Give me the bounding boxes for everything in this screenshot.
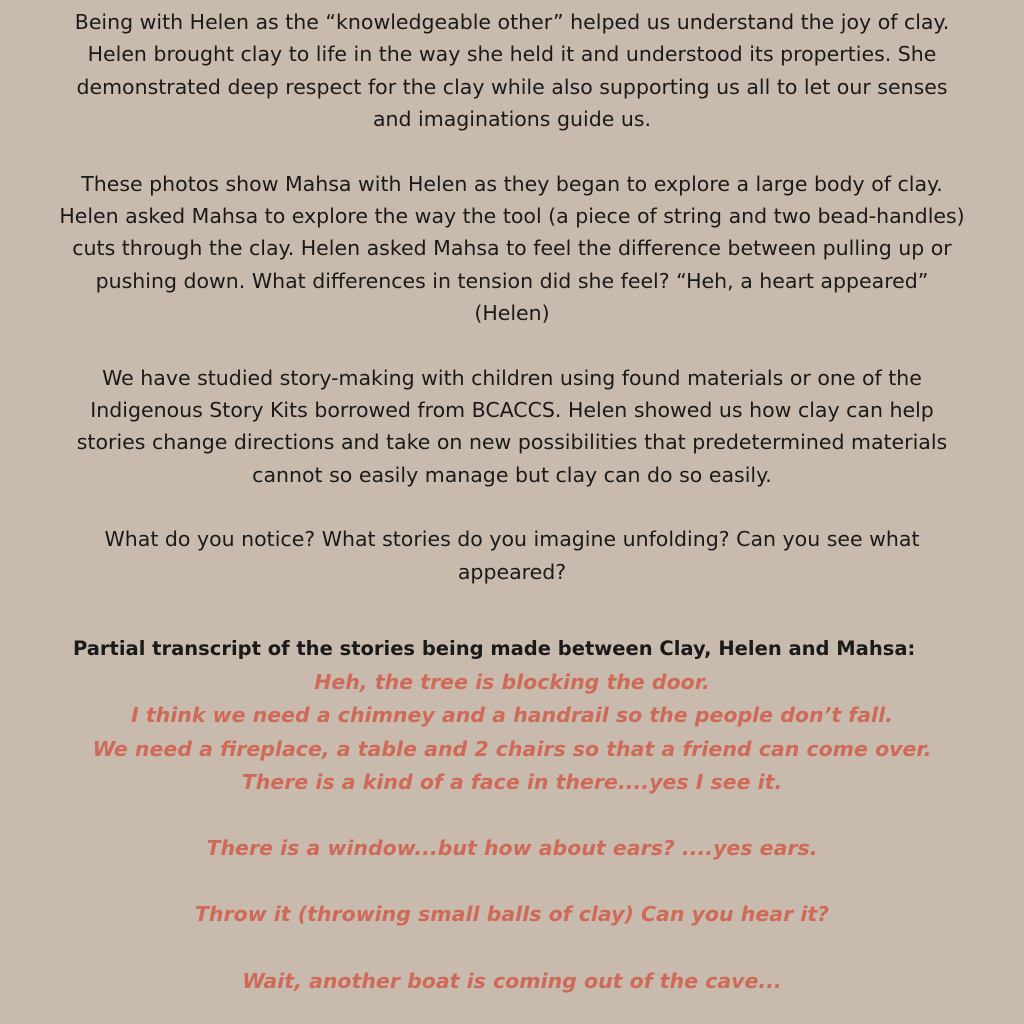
paragraph-line: cannot so easily manage but clay can do so easily.	[252, 462, 772, 487]
paragraph-knowledgeable-other	[0, 6, 1024, 136]
paragraph-story-making	[0, 362, 1024, 492]
transcript-line: Throw it (throwing small balls of clay) Can you hear it?	[194, 902, 830, 927]
paragraph-line: What do you notice? What stories do you imagine unfolding? Can you see what	[104, 527, 920, 552]
transcript-line: There is a kind of a face in there....yes I see it.	[241, 769, 783, 794]
transcript-line: There is a window...but how about ears? ....yes ears.	[206, 836, 818, 861]
paragraph-line: appeared?	[457, 559, 567, 584]
transcript-line: Heh, the tree is blocking the door.	[314, 670, 710, 695]
paragraph-line: These photos show Mahsa with Helen as they began to explore a large body of clay.	[81, 171, 943, 196]
paragraph-line: Helen asked Mahsa to explore the way the tool (a piece of string and two bead-handles)	[59, 204, 965, 229]
paragraph-line: cuts through the clay. Helen asked Mahsa to feel the difference between pulling up or	[72, 236, 952, 261]
transcript-spacer	[0, 799, 1024, 832]
paragraph-line: stories change directions and take on new possibilities that predetermined materials	[76, 430, 948, 455]
paragraph-line: Indigenous Story Kits borrowed from BCACCS. Helen showed us how clay can help	[90, 398, 934, 423]
paragraph-line: We have studied story-making with children using found materials or one of the	[102, 365, 922, 390]
paragraph-questions	[0, 523, 1024, 588]
paragraph-line: Being with Helen as the “knowledgeable other” helped us understand the joy of clay.	[74, 10, 950, 34]
transcript-line: Wait, another boat is coming out of the cave...	[242, 968, 782, 993]
paragraph-line: pushing down. What differences in tension did she feel? “Heh, a heart appeared”	[95, 268, 929, 293]
transcript-block	[0, 666, 1024, 998]
paragraph-line: demonstrated deep respect for the clay while also supporting us all to let our senses	[76, 74, 948, 99]
document-page	[0, 6, 1024, 1024]
paragraph-line: Helen brought clay to life in the way she held it and understood its properties. She	[87, 42, 937, 67]
paragraph-photos-description	[0, 168, 1024, 330]
transcript-spacer	[0, 865, 1024, 898]
transcript-heading: Partial transcript of the stories being made between Clay, Helen and Mahsa:	[73, 637, 916, 661]
transcript-spacer	[0, 932, 1024, 965]
transcript-line: I think we need a chimney and a handrail so the people don’t fall.	[131, 703, 893, 728]
transcript-line: We need a fireplace, a table and 2 chairs so that a friend can come over.	[92, 736, 932, 761]
paragraph-line: (Helen)	[474, 301, 550, 326]
paragraph-line: and imaginations guide us.	[372, 107, 652, 132]
